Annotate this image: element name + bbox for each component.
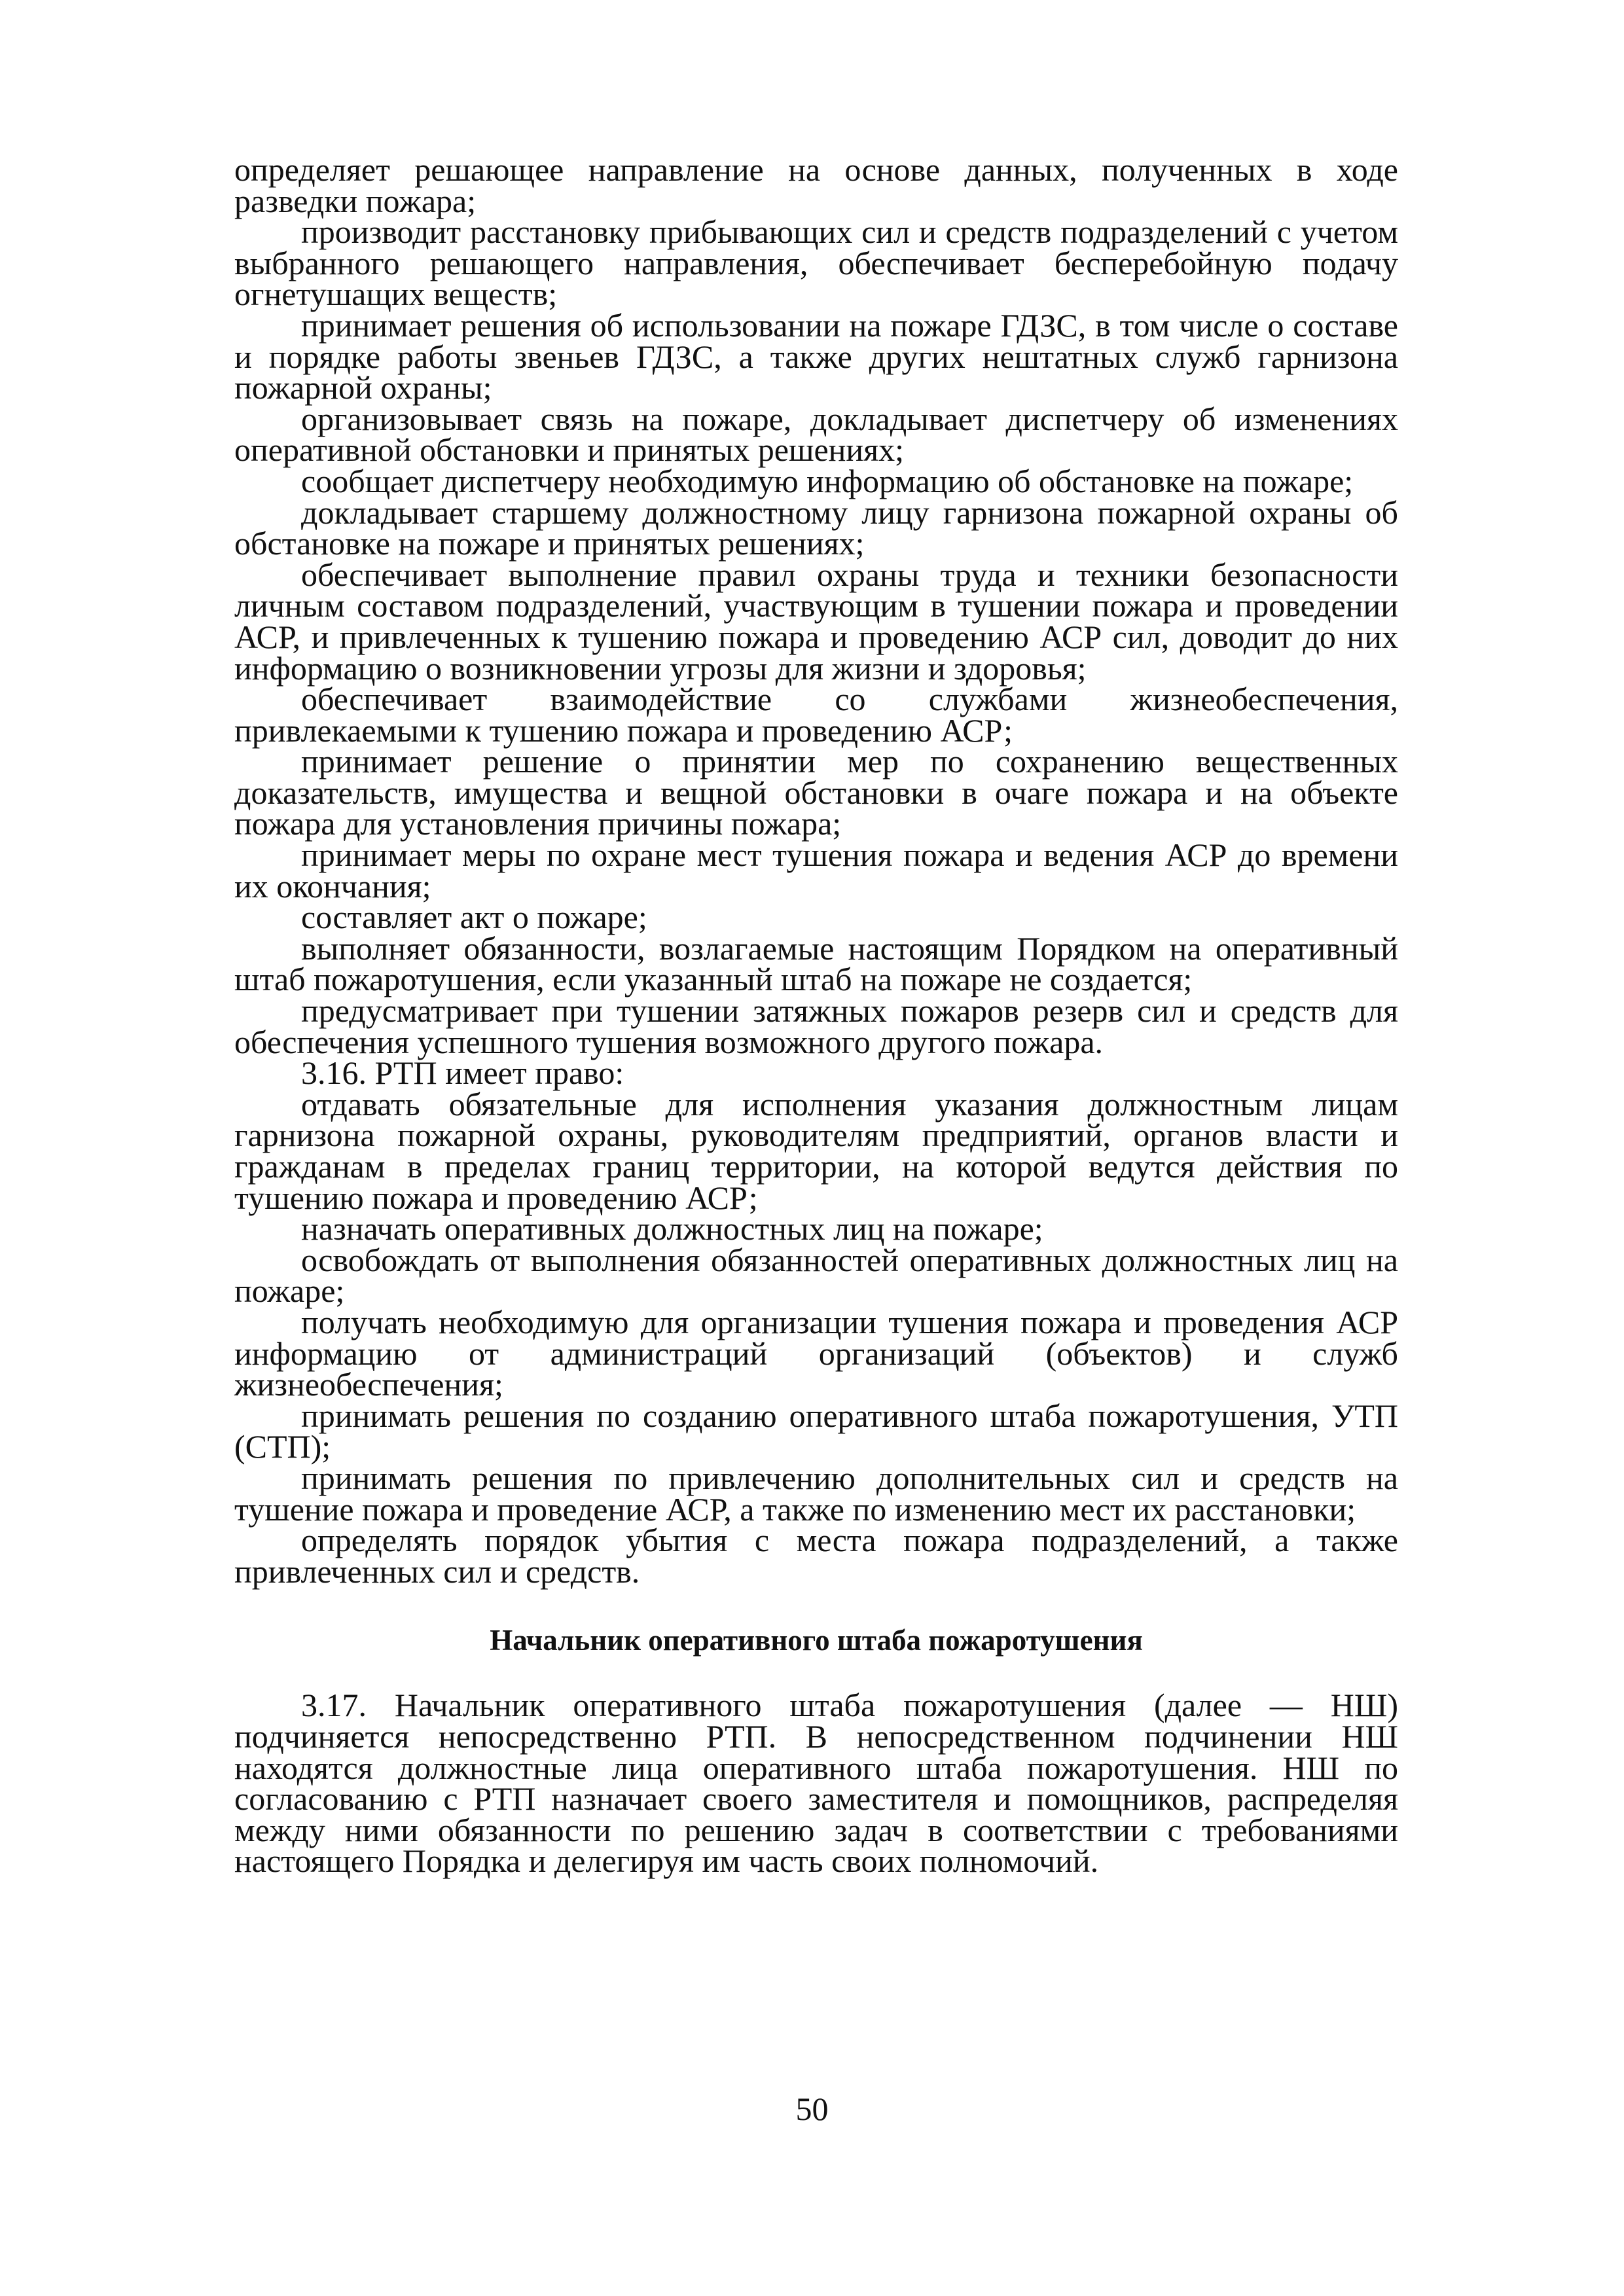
- paragraph-1: определяет решающее направление на основе данных, полученных в ходе разведки пожара;: [234, 151, 1398, 219]
- paragraph-2: производит расстановку прибывающих сил и средств подразделений с учетом выбранного решающего направления, обеспечивает бесперебойную подачу огнетушащих веществ;: [234, 213, 1398, 313]
- section-paragraph: 3.17. Начальник оперативного штаба пожаротушения (далее — НШ) подчиняется непосредственно РТП. В непосредственном подчинении НШ находятся должностные лица оперативного штаба пожаротушения. НШ по согласованию с РТП назначает своего заместителя и помощников, распределяя между ними обязанности по решению задач в соответствии с требованиями настоящего Порядка и делегируя им часть своих полномочий.: [234, 1687, 1398, 1880]
- paragraph-3: принимает решения об использовании на пожаре ГДЗС, в том числе о составе и порядке работы звеньев ГДЗС, а также других нештатных служб гарнизона пожарной охраны;: [234, 306, 1398, 406]
- paragraph-16: назначать оперативных должностных лиц на пожаре;: [301, 1210, 1043, 1247]
- paragraph-17: освобождать от выполнения обязанностей оперативных должностных лиц на пожаре;: [234, 1241, 1398, 1310]
- paragraph-20: принимать решения по привлечению дополнительных сил и средств на тушение пожара и проведение АСР, а также по изменению мест их расстановки;: [234, 1459, 1398, 1528]
- paragraph-13: предусматривает при тушении затяжных пожаров резерв сил и средств для обеспечения успешного тушения возможного другого пожара.: [234, 992, 1398, 1060]
- paragraph-8: обеспечивает взаимодействие со службами жизнеобеспечения, привлекаемыми к тушению пожара и проведению АСР;: [234, 681, 1398, 749]
- paragraph-11: составляет акт о пожаре;: [301, 899, 647, 936]
- paragraph-10: принимает меры по охране мест тушения пожара и ведения АСР до времени их окончания;: [234, 836, 1398, 905]
- paragraph-12: выполняет обязанности, возлагаемые настоящим Порядком на оперативный штаб пожаротушения, если указанный штаб на пожаре не создается;: [234, 929, 1398, 998]
- paragraph-21: определять порядок убытия с места пожара подразделений, а также привлеченных сил и средств.: [234, 1522, 1398, 1590]
- paragraph-18: получать необходимую для организации тушения пожара и проведения АСР информацию от администраций организаций (объектов) и служб жизнеобеспечения;: [234, 1303, 1398, 1403]
- paragraph-15: отдавать обязательные для исполнения указания должностным лицам гарнизона пожарной охраны, руководителям предприятий, органов власти и гражданам в пределах границ территории, на которой ведутся действия по тушению пожара и проведению АСР;: [234, 1085, 1398, 1216]
- paragraph-5: сообщает диспетчеру необходимую информацию об обстановке на пожаре;: [301, 462, 1354, 499]
- section-heading: Начальник оперативного штаба пожаротушения: [490, 1624, 1143, 1657]
- paragraph-7: обеспечивает выполнение правил охраны труда и техники безопасности личным составом подразделений, участвующим в тушении пожара и проведении АСР, и привлеченных к тушению пожара и проведению АСР сил, доводит до них информацию о возникновении угрозы для жизни и здоровья;: [234, 556, 1398, 687]
- page-number: 50: [795, 2090, 829, 2127]
- paragraph-19: принимать решения по созданию оперативного штаба пожаротушения, УТП (СТП);: [234, 1397, 1398, 1465]
- paragraph-9: принимает решение о принятии мер по сохранению вещественных доказательств, имущества и вещной обстановки в очаге пожара и на объекте пожара для установления причины пожара;: [234, 743, 1398, 842]
- page-text: [234, 151, 1398, 1880]
- paragraph-14: 3.16. РТП имеет право:: [301, 1054, 624, 1092]
- paragraph-4: организовывает связь на пожаре, докладывает диспетчеру об изменениях оперативной обстановки и принятых решениях;: [234, 400, 1398, 469]
- paragraph-6: докладывает старшему должностному лицу гарнизона пожарной охраны об обстановке на пожаре и принятых решениях;: [234, 493, 1398, 562]
